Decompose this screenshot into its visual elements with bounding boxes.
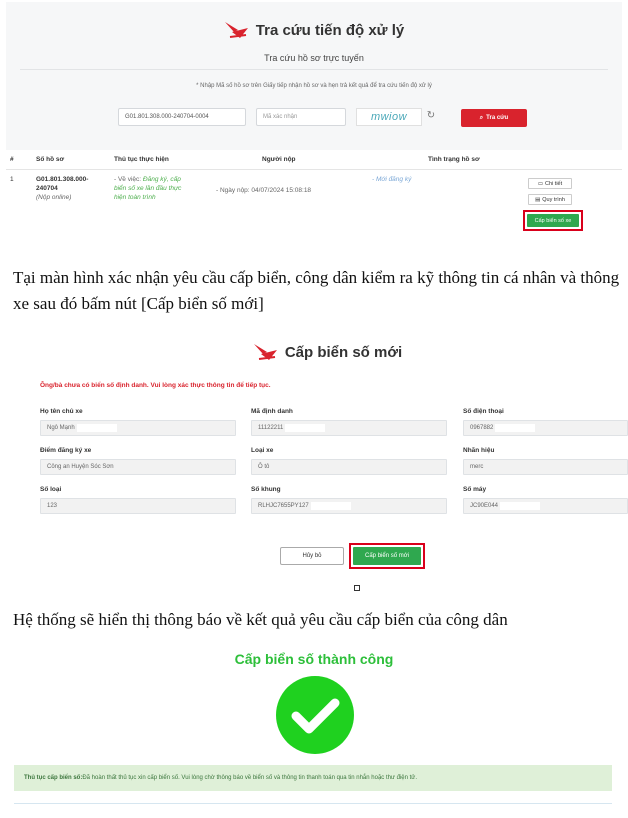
place-field: Công an Huyện Sóc Sơn <box>40 459 236 475</box>
engine-label: Số máy <box>463 486 487 493</box>
redaction <box>285 424 325 432</box>
col-index-header: # <box>10 156 14 163</box>
detail-icon: ▭ <box>537 180 544 187</box>
model-label: Số loại <box>40 486 62 493</box>
frame-label: Số khung <box>251 486 281 493</box>
logo-icon <box>253 342 279 362</box>
col-code-header: Số hồ sơ <box>36 156 65 163</box>
model-field: 123 <box>40 498 236 514</box>
notice-text: Đã hoàn thất thủ tục xin cấp biển số. Vui lòng chờ thông báo về biển số và thông tin thanh toán qua tin nhắn hoặc thư điện tử. <box>82 775 417 781</box>
issue-new-plate-button[interactable]: Cấp biển số mới <box>353 547 421 565</box>
frame-field: RLHJC7655PY127 <box>251 498 447 514</box>
procedure-prefix: - Về việc: <box>114 176 143 183</box>
workflow-icon: ▤ <box>535 196 541 203</box>
col-status-header: Tình trạng hồ sơ <box>428 156 480 163</box>
captcha-input[interactable]: Mã xác nhận <box>256 108 346 126</box>
table-divider <box>6 169 622 170</box>
procedure-line2: biển số xe lần đầu thực <box>114 185 182 192</box>
tracking-subtitle: Tra cứu hồ sơ trực tuyến <box>264 53 364 63</box>
submitted-date: - Ngày nộp: 04/07/2024 15:08:18 <box>216 187 312 194</box>
redaction <box>500 502 540 510</box>
place-label: Điểm đăng ký xe <box>40 447 92 454</box>
col-submitter-header: Người nộp <box>262 156 296 163</box>
result-table <box>6 150 622 248</box>
refresh-icon[interactable]: ↻ <box>426 110 436 121</box>
issue-plate-title: Cấp biển số mới <box>27 342 628 362</box>
cursor-marker <box>354 585 360 591</box>
logo-icon <box>224 20 250 40</box>
procedure-line3: hiện toàn trình <box>114 194 156 201</box>
redaction <box>495 424 535 432</box>
divider <box>20 69 608 70</box>
type-field: Ô tô <box>251 459 447 475</box>
success-notice <box>14 765 612 791</box>
search-icon: ⌕ <box>479 114 484 121</box>
row-index: 1 <box>10 176 14 183</box>
success-title: Cấp biển số thành công <box>234 651 394 667</box>
redaction <box>311 502 351 510</box>
phone-label: Số điện thoại <box>463 408 504 415</box>
type-label: Loại xe <box>251 447 274 454</box>
row-code-line1: G01.801.308.000- <box>36 176 89 183</box>
instruction-paragraph-2: Hệ thống sẽ hiển thị thông báo về kết quả yêu cầu cấp biển của công dân <box>13 610 508 629</box>
detail-button[interactable]: ▭ Chi tiết <box>528 178 572 189</box>
redaction <box>77 424 117 432</box>
brand-label: Nhãn hiệu <box>463 447 495 454</box>
instruction-paragraph-1: Tại màn hình xác nhận yêu cầu cấp biển, công dân kiểm ra kỹ thông tin cá nhân và thông xe sau đó bấm nút [Cấp biển số mới] <box>13 268 620 313</box>
search-button[interactable]: ⌕ Tra cứu <box>461 109 527 127</box>
id-label: Mã định danh <box>251 408 293 415</box>
tracking-screenshot <box>6 2 622 246</box>
tracking-hint: * Nhập Mã số hồ sơ trên Giấy tiếp nhận hồ sơ và hẹn trả kết quả để tra cứu tiến độ xử lý <box>196 83 432 89</box>
status-text: - Mới đăng ký <box>372 176 412 183</box>
col-procedure-header: Thủ tục thực hiện <box>114 156 169 163</box>
id-field: 11122211 <box>251 420 447 436</box>
owner-label: Họ tên chủ xe <box>40 408 83 415</box>
workflow-button[interactable]: ▤ Quy trình <box>528 194 572 205</box>
row-code-line2: 240704 <box>36 185 58 192</box>
captcha-image: mwiow <box>356 108 422 126</box>
owner-field: Ngô Mạnh <box>40 420 236 436</box>
brand-field: merc <box>463 459 628 475</box>
notice-label: Thủ tục cấp biển số: <box>24 775 83 781</box>
tracking-title: Tra cứu tiến độ xử lý <box>6 20 622 40</box>
warning-text: Ông/bà chưa có biển số định danh. Vui lòng xác thực thông tin để tiếp tục. <box>40 382 271 389</box>
record-code-input[interactable]: G01.801.308.000-240704-0004 <box>118 108 246 126</box>
procedure-line1: Đăng ký, cấp <box>142 176 181 183</box>
check-icon <box>276 676 354 754</box>
check-circle-icon <box>276 676 354 754</box>
divider <box>14 803 612 804</box>
issue-plate-button[interactable]: Cấp biển số xe <box>527 214 579 227</box>
cancel-button[interactable]: Hủy bỏ <box>280 547 344 565</box>
row-code-note: (Nộp online) <box>36 194 72 201</box>
phone-field: 0967882 <box>463 420 628 436</box>
engine-field: JC90E044 <box>463 498 628 514</box>
issue-plate-screenshot <box>27 330 628 580</box>
